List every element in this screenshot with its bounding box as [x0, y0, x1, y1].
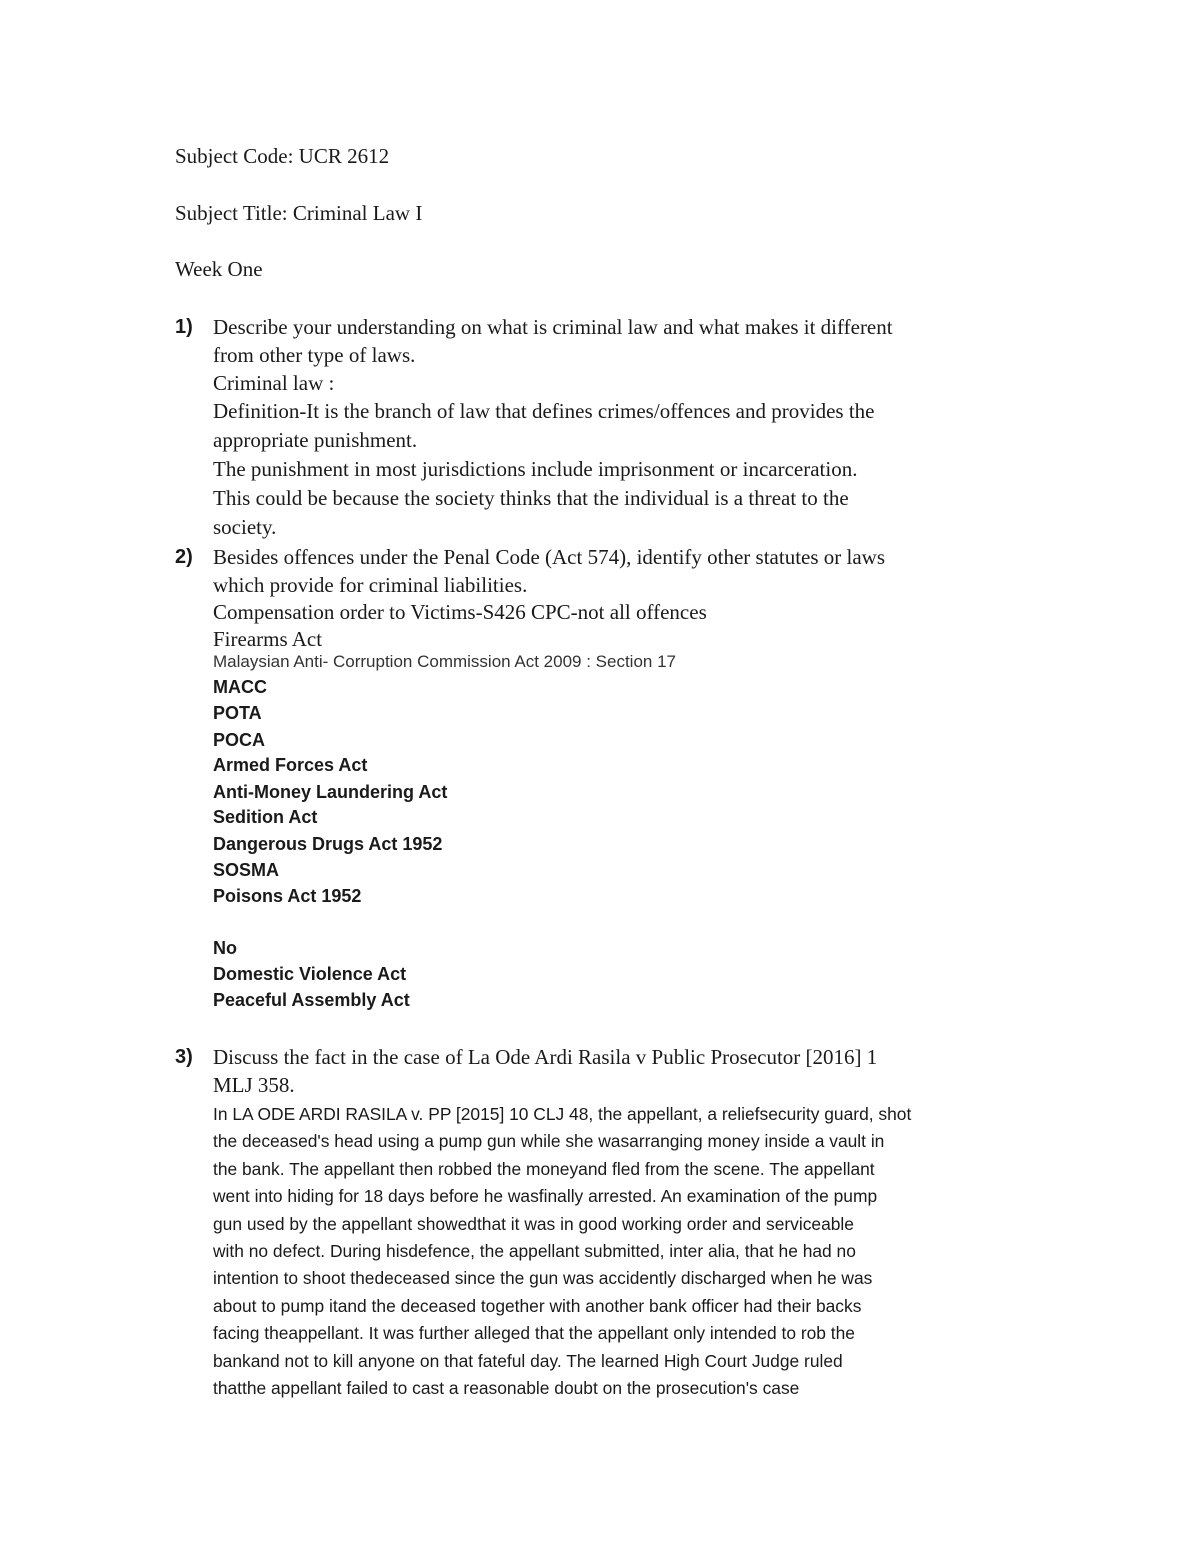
answer-line: Compensation order to Victims-S426 CPC-not all offences: [213, 600, 707, 624]
subject-code: Subject Code: UCR 2612: [175, 144, 390, 168]
answer-line: appropriate punishment.: [213, 428, 418, 452]
statute-item: Sedition Act: [213, 807, 318, 827]
case-line: the deceased's head using a pump gun while she wasarranging money inside a vault in: [213, 1131, 885, 1152]
statute-item: Dangerous Drugs Act 1952: [213, 834, 443, 854]
statute-item: Poisons Act 1952: [213, 886, 362, 906]
answer-line: The punishment in most jurisdictions include imprisonment or incarceration.: [213, 457, 858, 481]
case-line: intention to shoot thedeceased since the gun was accidently discharged when he was: [213, 1268, 873, 1289]
case-line: the bank. The appellant then robbed the moneyand fled from the scene. The appellant: [213, 1158, 875, 1179]
statute-item: Anti-Money Laundering Act: [213, 782, 448, 802]
question-text: Describe your understanding on what is criminal law and what makes it different: [213, 315, 893, 339]
week-label: Week One: [175, 257, 263, 281]
statute-item: Domestic Violence Act: [213, 964, 407, 984]
case-line: about to pump itand the deceased together with another bank officer had their backs: [213, 1295, 862, 1316]
statute-item: MACC: [213, 677, 267, 697]
question-text: MLJ 358.: [213, 1073, 295, 1097]
question-text: Discuss the fact in the case of La Ode Ardi Rasila v Public Prosecutor [2016] 1: [213, 1045, 878, 1069]
question-text: which provide for criminal liabilities.: [213, 573, 528, 597]
subject-title: Subject Title: Criminal Law I: [175, 201, 423, 225]
question-number: 2): [175, 546, 193, 568]
case-line: gun used by the appellant showedthat it was in good working order and serviceable: [213, 1213, 854, 1234]
answer-line: society.: [213, 515, 277, 539]
case-line: In LA ODE ARDI RASILA v. PP [2015] 10 CLJ 48, the appellant, a reliefsecurity guard, shot: [213, 1104, 912, 1124]
statute-item: POTA: [213, 703, 262, 723]
case-summary: [213, 1101, 983, 1402]
question-number: 3): [175, 1046, 193, 1068]
statute-item: POCA: [213, 730, 266, 750]
case-line: bankand not to kill anyone on that fateful day. The learned High Court Judge ruled: [213, 1350, 843, 1371]
answer-line: Malaysian Anti- Corruption Commission Act 2009 : Section 17: [213, 652, 677, 671]
question-text: Besides offences under the Penal Code (Act 574), identify other statutes or laws: [213, 545, 886, 569]
answer-line: Definition-It is the branch of law that defines crimes/offences and provides the: [213, 399, 875, 423]
case-line: with no defect. During hisdefence, the appellant submitted, inter alia, that he had no: [213, 1241, 856, 1262]
question-text: from other type of laws.: [213, 343, 416, 367]
statute-item: SOSMA: [213, 860, 280, 880]
statute-item: Peaceful Assembly Act: [213, 990, 410, 1010]
case-line: facing theappellant. It was further alleged that the appellant only intended to rob the: [213, 1323, 855, 1344]
answer-line: This could be because the society thinks that the individual is a threat to the: [213, 486, 849, 510]
statute-item: Armed Forces Act: [213, 755, 368, 775]
no-label: No: [213, 938, 237, 958]
answer-line: Firearms Act: [213, 627, 323, 651]
answer-line: Criminal law :: [213, 371, 335, 395]
case-line: went into hiding for 18 days before he wasfinally arrested. An examination of the pump: [213, 1186, 878, 1207]
case-line: thatthe appellant failed to cast a reasonable doubt on the prosecution's case: [213, 1378, 800, 1399]
question-number: 1): [175, 316, 193, 338]
